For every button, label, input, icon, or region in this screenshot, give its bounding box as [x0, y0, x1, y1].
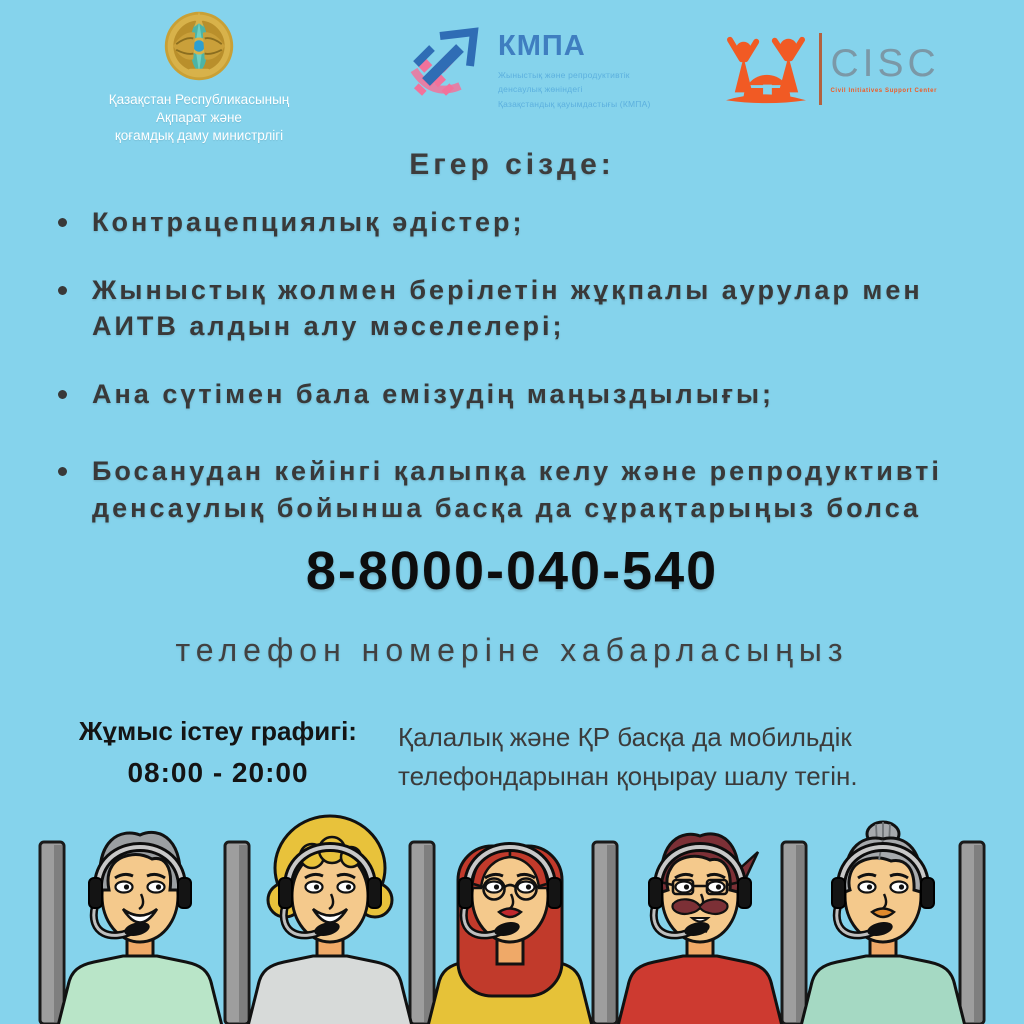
kmpa-subtitle-line-3: Қазақстандық қауымдастығы (КМПА) [498, 98, 651, 109]
bullet-dot [58, 286, 67, 295]
cisc-separator [819, 33, 822, 105]
kmpa-logo-block [404, 26, 650, 111]
kmpa-subtitle-line-2: денсаулық жөніндегі [498, 84, 583, 95]
bullet-dot [58, 467, 67, 476]
cisc-title: CISC [830, 42, 940, 85]
operator-4-illustration [618, 834, 782, 1024]
free-call-note-line-1: Қалалық және ҚР басқа да мобильдік [398, 722, 852, 752]
kazakhstan-coat-of-arms-icon [161, 6, 237, 86]
operator-3-illustration [428, 846, 592, 1024]
working-hours-label: Жұмыс істеу графигі: [79, 716, 357, 746]
topics-list [58, 204, 990, 557]
list-item [58, 204, 990, 241]
cisc-icon [722, 30, 810, 108]
bullet-2-line-1: Жыныстық жолмен берілетін жұқпалы аурулар мен [92, 274, 923, 305]
kmpa-icon [404, 26, 486, 102]
operator-1-illustration [58, 832, 222, 1024]
page-title: Егер сізде: [409, 148, 615, 181]
ministry-logo-block [38, 6, 360, 145]
operator-2-illustration [248, 816, 412, 1024]
ministry-name [38, 91, 360, 145]
kmpa-subtitle [498, 68, 650, 111]
bullet-2-line-2: АИТВ алдын алу мәселелері; [92, 311, 565, 342]
kmpa-subtitle-line-1: Жыныстық және репродуктивтік [498, 70, 630, 80]
bullet-dot [58, 218, 67, 227]
bullet-4-line-1: Босанудан кейінгі қалыпқа келу және репродуктивті [92, 455, 942, 486]
list-item [58, 453, 990, 526]
cisc-logo-block [722, 30, 940, 108]
bullet-3-line-1: Ана сүтімен бала емізудің маңыздылығы; [92, 379, 775, 410]
bullet-dot [58, 390, 67, 399]
phone-caption: телефон номеріне хабарласыңыз [175, 632, 849, 668]
working-hours-value: 08:00 - 20:00 [127, 757, 309, 788]
kmpa-title: КМПА [498, 30, 586, 62]
bullet-1-line-1: Контрацепциялық әдістер; [92, 207, 525, 237]
free-call-note-line-2: телефондарынан қоңырау шалу тегін. [398, 761, 858, 791]
working-hours-block [44, 716, 392, 789]
free-call-note [398, 718, 1010, 796]
operator-5-illustration [801, 822, 965, 1024]
ministry-line-2: Ақпарат және [156, 110, 242, 126]
list-item [58, 272, 990, 345]
ministry-line-1: Қазақстан Республикасының [108, 92, 290, 107]
bullet-4-line-2: денсаулық бойынша басқа да сұрақтарыңыз болса [92, 492, 922, 523]
cisc-tagline: Civil Initiatives Support Center [830, 88, 938, 94]
call-center-operators-illustration [0, 810, 1024, 1024]
list-item [58, 376, 990, 413]
ministry-line-3: қоғамдық даму министрлігі [114, 128, 284, 144]
hotline-phone-number: 8-8000-040-540 [305, 541, 719, 601]
